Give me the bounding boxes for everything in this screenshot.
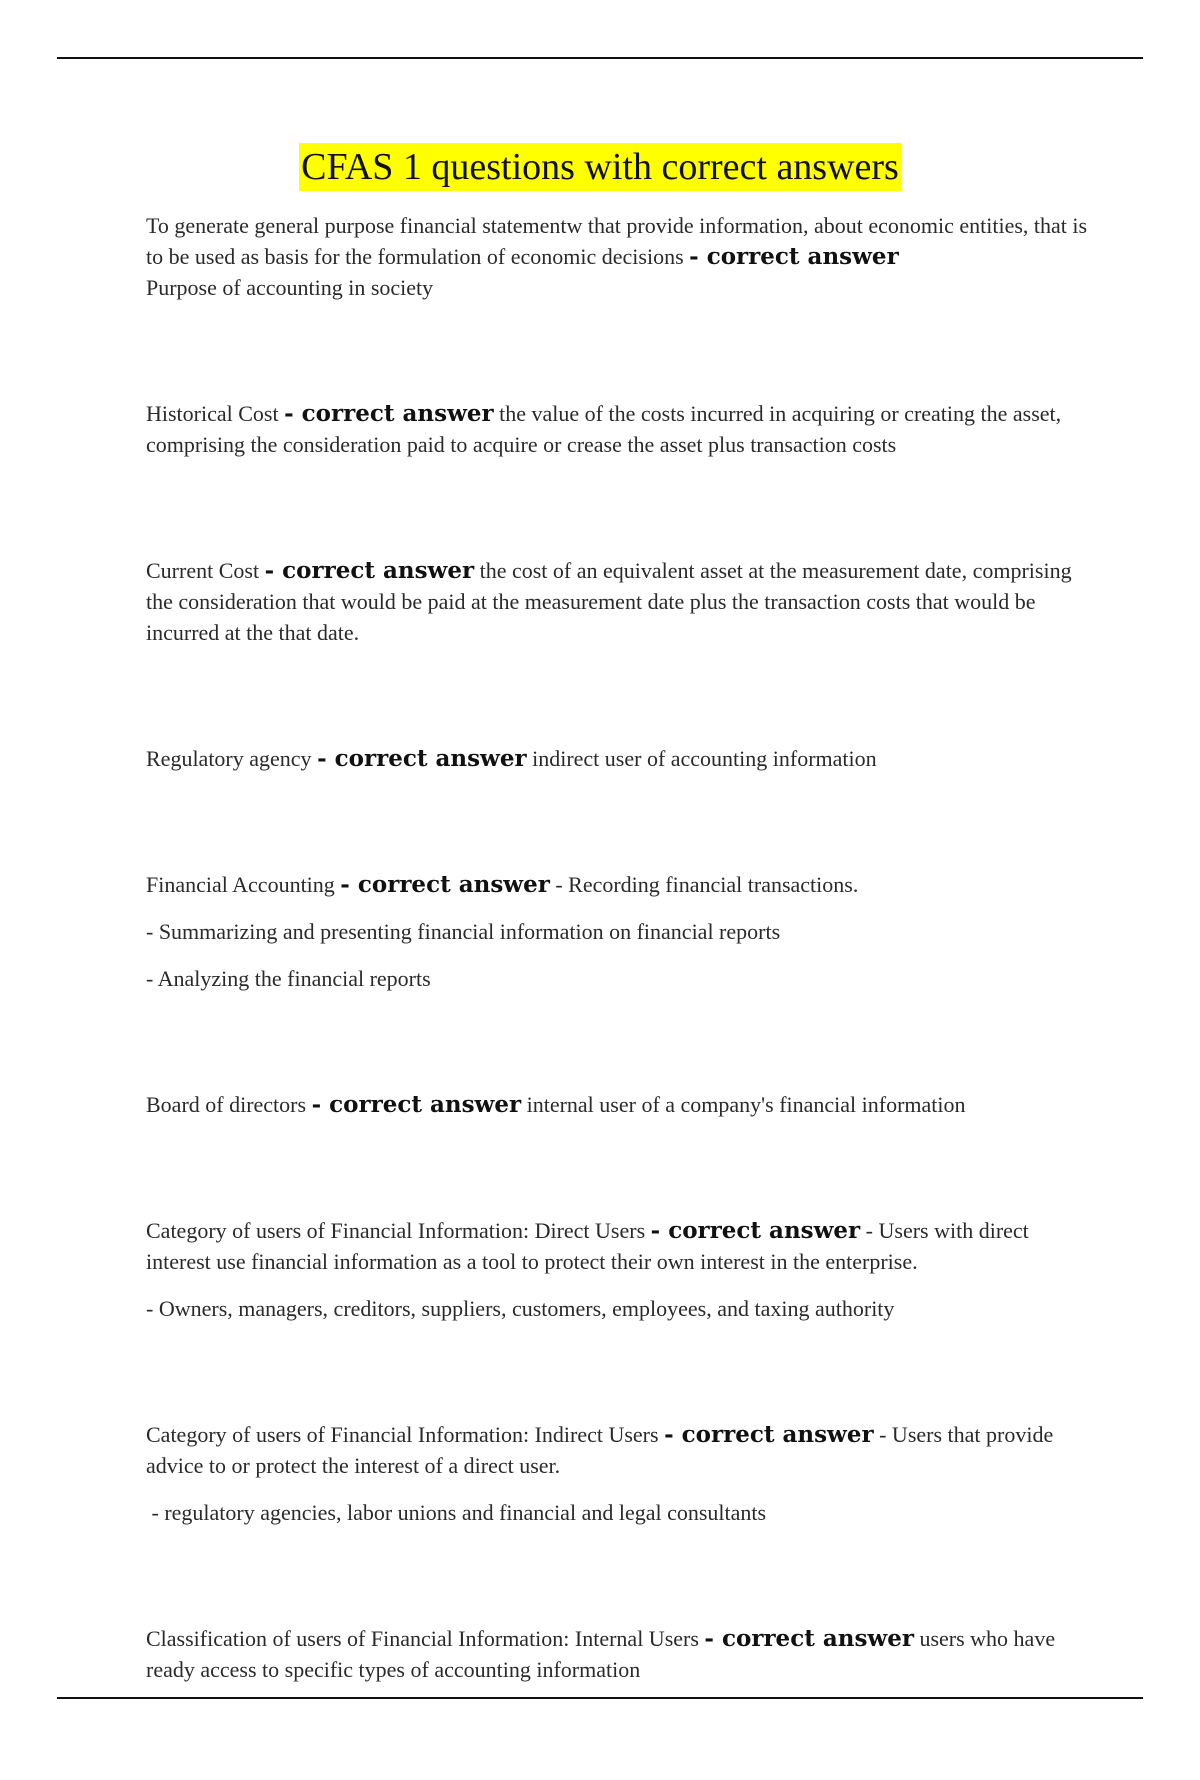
answer-line: - Owners, managers, creditors, suppliers, customers, employees, and taxing authority [146, 1296, 895, 1321]
qa-entry [146, 555, 1096, 648]
answer-text: users who have ready access to specific types of accounting information [146, 1626, 1056, 1682]
correct-answer-marker: - correct answer [317, 745, 527, 772]
qa-entry [146, 869, 1096, 994]
answer-text: - Recording financial transactions. [555, 872, 859, 897]
correct-answer-marker: - correct answer [284, 400, 494, 427]
correct-answer-marker: - correct answer [311, 1091, 522, 1118]
correct-answer-marker: - correct answer [704, 1625, 914, 1652]
correct-answer-marker: - correct answer [264, 557, 475, 584]
bottom-rule [57, 1697, 1143, 1699]
correct-answer-marker: - correct answer [650, 1217, 861, 1244]
answer-text: indirect user of accounting information [532, 746, 877, 771]
term-text: Classification of users of Financial Information: Internal Users [146, 1626, 699, 1651]
term-text: Current Cost [146, 558, 260, 583]
answer-text: - Users that provide advice to or protect the interest of a direct user. [146, 1422, 1054, 1478]
qa-paragraph [146, 1623, 1096, 1685]
answer-line: - Analyzing the financial reports [146, 966, 431, 991]
term-text: To generate general purpose financial statementw that provide information, about economic entities, that is to be used as basis for the formulation of economic decisions [146, 213, 1088, 269]
answer-text: Purpose of accounting in society [146, 275, 434, 300]
qa-entry [146, 1215, 1096, 1324]
correct-answer-marker: - correct answer [340, 871, 550, 898]
document-title: CFAS 1 questions with correct answers [299, 143, 901, 191]
qa-paragraph [146, 210, 1096, 303]
title-block [0, 143, 1200, 191]
document-body [146, 210, 1096, 1780]
qa-paragraph [146, 1089, 1096, 1120]
qa-paragraph [146, 398, 1096, 460]
answer-text: internal user of a company's financial information [526, 1092, 966, 1117]
answer-text: the value of the costs incurred in acquiring or creating the asset, comprising the consideration paid to acquire or crease the asset plus transaction costs [146, 401, 1062, 457]
correct-answer-marker: - correct answer [689, 243, 899, 270]
qa-entry [146, 743, 1096, 774]
qa-entry [146, 210, 1096, 303]
term-text: Regulatory agency [146, 746, 312, 771]
correct-answer-marker: - correct answer [664, 1421, 874, 1448]
qa-paragraph [146, 1419, 1096, 1481]
qa-entry [146, 398, 1096, 460]
qa-paragraph [146, 555, 1096, 648]
qa-paragraph [146, 869, 1096, 900]
answer-text: the cost of an equivalent asset at the measurement date, comprising the consideration that would be paid at the measurement date plus the transaction costs that would be incurred at the that date. [146, 558, 1072, 645]
answer-line: - regulatory agencies, labor unions and financial and legal consultants [146, 1500, 767, 1525]
term-text: Board of directors [146, 1092, 307, 1117]
term-text: Category of users of Financial Information: Indirect Users [146, 1422, 659, 1447]
qa-entry [146, 1089, 1096, 1120]
qa-paragraph [146, 743, 1096, 774]
answer-line: - Summarizing and presenting financial information on financial reports [146, 919, 781, 944]
qa-paragraph [146, 1215, 1096, 1277]
term-text: Category of users of Financial Information: Direct Users [146, 1218, 646, 1243]
top-rule [57, 57, 1143, 59]
term-text: Historical Cost [146, 401, 279, 426]
term-text: Financial Accounting [146, 872, 335, 897]
qa-entry [146, 1623, 1096, 1685]
answer-text: - Users with direct interest use financial information as a tool to protect their own interest in the enterprise. [146, 1218, 1029, 1274]
qa-entry [146, 1419, 1096, 1528]
